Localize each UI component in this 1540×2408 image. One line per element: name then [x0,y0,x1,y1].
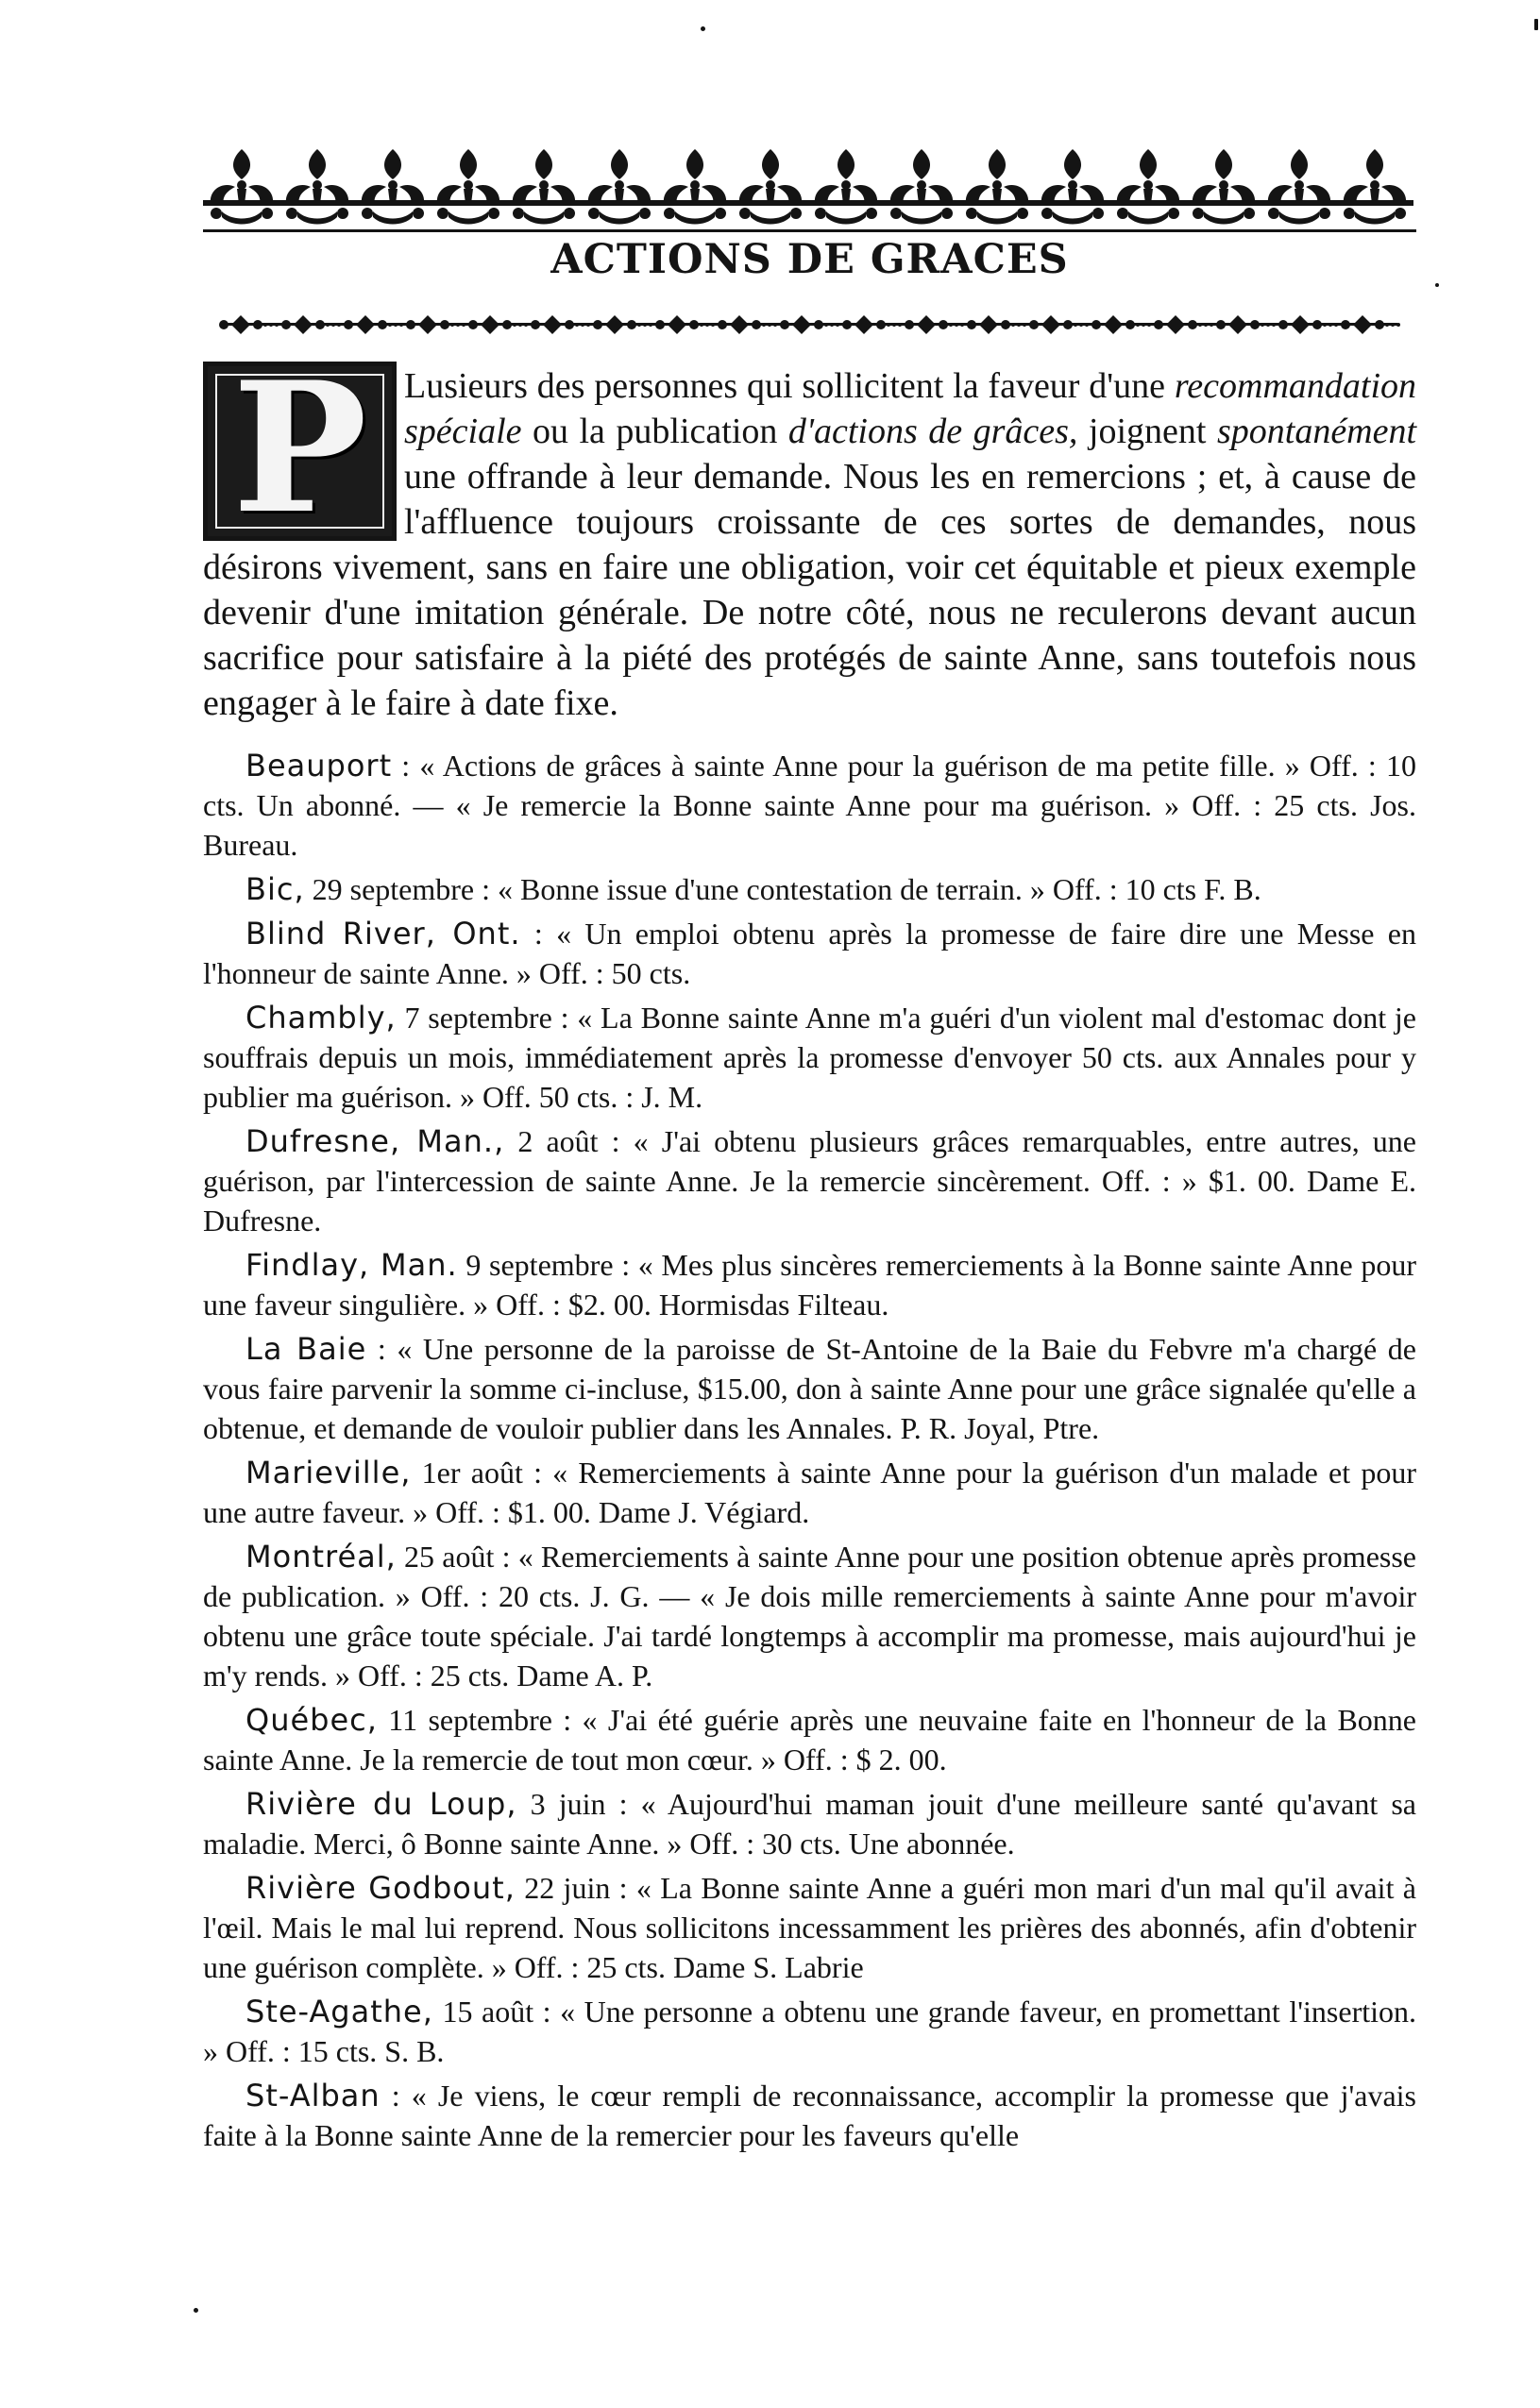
ink-speck [701,26,705,31]
entry-place: Rivière du Loup, [245,1786,517,1822]
entry-montreal [203,1537,1416,1695]
entry-text: 22 juin : « La Bonne sainte Anne a guéri mon mari d'un mal qu'il avait à l'œil. Mais le mal lui reprend. Nous sollicitons incessamment les prières des abonnés, afin d'obtenir une guérison complète. » Off. : 25 cts. Dame S. Labrie [203,1871,1417,1984]
entry-place: Beauport [245,748,393,783]
intro-paragraph [203,363,1416,726]
entry-bic [203,869,1416,909]
entry-text: 9 septembre : « Mes plus sincères remerciements à la Bonne sainte Anne pour une faveur singulière. » Off. : $2. 00. Hormisdas Filteau. [203,1248,1417,1322]
entry-place: Québec, [245,1702,378,1738]
page-title: ACTIONS DE GRACES [550,236,1069,283]
entry-place: Montréal, [245,1539,397,1574]
entry-text: : « Un emploi obtenu après la promesse de faire dire une Messe en l'honneur de sainte Anne. » Off. : 50 cts. [203,917,1417,990]
entry-text: 1er août : « Remerciements à sainte Anne pour la guérison d'un malade et pour une autre faveur. » Off. : $1. 00. Dame J. Végiard. [203,1456,1416,1529]
fleuron-border-top [203,142,1416,228]
entry-place: Ste-Agathe, [245,1994,433,2029]
entry-place: Chambly, [245,1000,397,1036]
intro-mid-2: joignent [1088,412,1207,451]
entry-text: 7 septembre : « La Bonne sainte Anne m'a guéri d'un violent mal d'estomac dont je souffrais depuis un mois, immédiatement après la promesse d'envoyer 50 cts. aux Annales pour y publier ma guérison. » Off. 50 cts. : J. M. [203,1001,1416,1114]
entry-findlay [203,1245,1416,1324]
entry-text: 29 septembre : « Bonne issue d'une contestation de terrain. » Off. : 10 cts F. B. [304,872,1261,906]
entry-text: 25 août : « Remerciements à sainte Anne pour une position obtenue après promesse de publication. » Off. : 20 cts. J. G. — « Je dois mille remerciements à sainte Anne pour m'avoir obtenu une grâce toute spéciale. J'ai tardé longtemps à accomplir ma promesse, mais aujourd'hui je m'y rends. » Off. : 25 cts. Dame A. P. [203,1540,1416,1692]
title-rule [203,229,1416,232]
entry-text: : « Une personne de la paroisse de St-Antoine de la Baie du Febvre m'a chargé de vous faire parvenir la somme ci-incluse, $15.00, don à sainte Anne pour une grâce signalée qu'elle a obtenue, et demande de vouloir publier dans les Annales. P. R. Joyal, Ptre. [203,1332,1417,1445]
entry-quebec [203,1700,1416,1779]
ink-speck [1435,283,1439,287]
entry-marieville [203,1453,1416,1532]
entry-la-baie [203,1329,1416,1448]
entry-place: La Baie [245,1331,367,1367]
ink-speck [194,2308,198,2313]
entry-blind-river [203,914,1416,993]
intro-italic-spontanement: spontanément [1216,412,1417,451]
entry-beauport [203,746,1416,865]
entry-text: : « Je viens, le cœur rempli de reconnaissance, accomplir la promesse que j'avais faite à la Bonne sainte Anne de la remercier pour les faveurs qu'elle [203,2079,1416,2152]
beaded-border-bottom [203,312,1416,338]
intro-tail: une offrande à leur demande. Nous les en remercions ; et, à cause de l'affluence toujours croissante de ces sortes de demandes, nous désirons vivement, sans en faire une obligation, voir cet équitable et pieux exemple devenir d'une imitation générale. De notre côté, nous ne reculerons devant aucun sacrifice pour satisfaire à la piété des protégés de sainte Anne, sans toutefois nous engager à le faire à date fixe. [203,457,1416,723]
entry-place: Marieville, [245,1455,412,1490]
intro-mid-1: ou la publication [533,412,778,451]
entry-st-alban [203,2076,1416,2155]
intro-italic-actions: d'actions de grâces, [787,412,1078,451]
intro-italic-recommandation: recommandation spéciale [404,366,1417,451]
entry-riviere-godbout [203,1868,1416,1987]
entry-place: Dufresne, Man., [245,1123,505,1159]
intro-lead: Lusieurs des personnes qui sollicitent la faveur d'une [404,366,1166,406]
entry-text: 15 août : « Une personne a obtenu une grande faveur, en promettant l'insertion. » Off. : 15 cts. S. B. [203,1995,1416,2068]
entry-riviere-du-loup [203,1784,1416,1863]
entry-dufresne [203,1121,1416,1240]
entry-place: Findlay, Man. [245,1247,458,1283]
entry-text: : « Actions de grâces à sainte Anne pour la guérison de ma petite fille. » Off. : 10 cts. Un abonné. — « Je remercie la Bonne sainte Anne pour ma guérison. » Off. : 25 cts. Jos. Bureau. [203,749,1416,862]
entry-place: Bic, [245,871,305,907]
entry-text: 2 août : « J'ai obtenu plusieurs grâces remarquables, entre autres, une guérison, par l'intercession de sainte Anne. Je la remercie sincèrement. Off. : » $1. 00. Dame E. Dufresne. [203,1124,1417,1238]
entry-place: Blind River, Ont. [245,916,521,951]
entry-place: St-Alban [245,2078,381,2113]
entry-text: 3 juin : « Aujourd'hui maman jouit d'une meilleure santé qu'avant sa maladie. Merci, ô Bonne sainte Anne. » Off. : 30 cts. Une abonnée. [203,1787,1417,1861]
entry-ste-agathe [203,1992,1416,2071]
entries-list [203,746,1416,2160]
dropcap-spacer [203,363,404,543]
ink-speck [1534,19,1538,30]
entry-place: Rivière Godbout, [245,1870,516,1906]
entry-text: 11 septembre : « J'ai été guérie après une neuvaine faite en l'honneur de la Bonne sainte Anne. Je la remercie de tout mon cœur. » Off. : $ 2. 00. [203,1703,1416,1777]
initial-letter: P [232,362,367,541]
entry-chambly [203,998,1416,1117]
